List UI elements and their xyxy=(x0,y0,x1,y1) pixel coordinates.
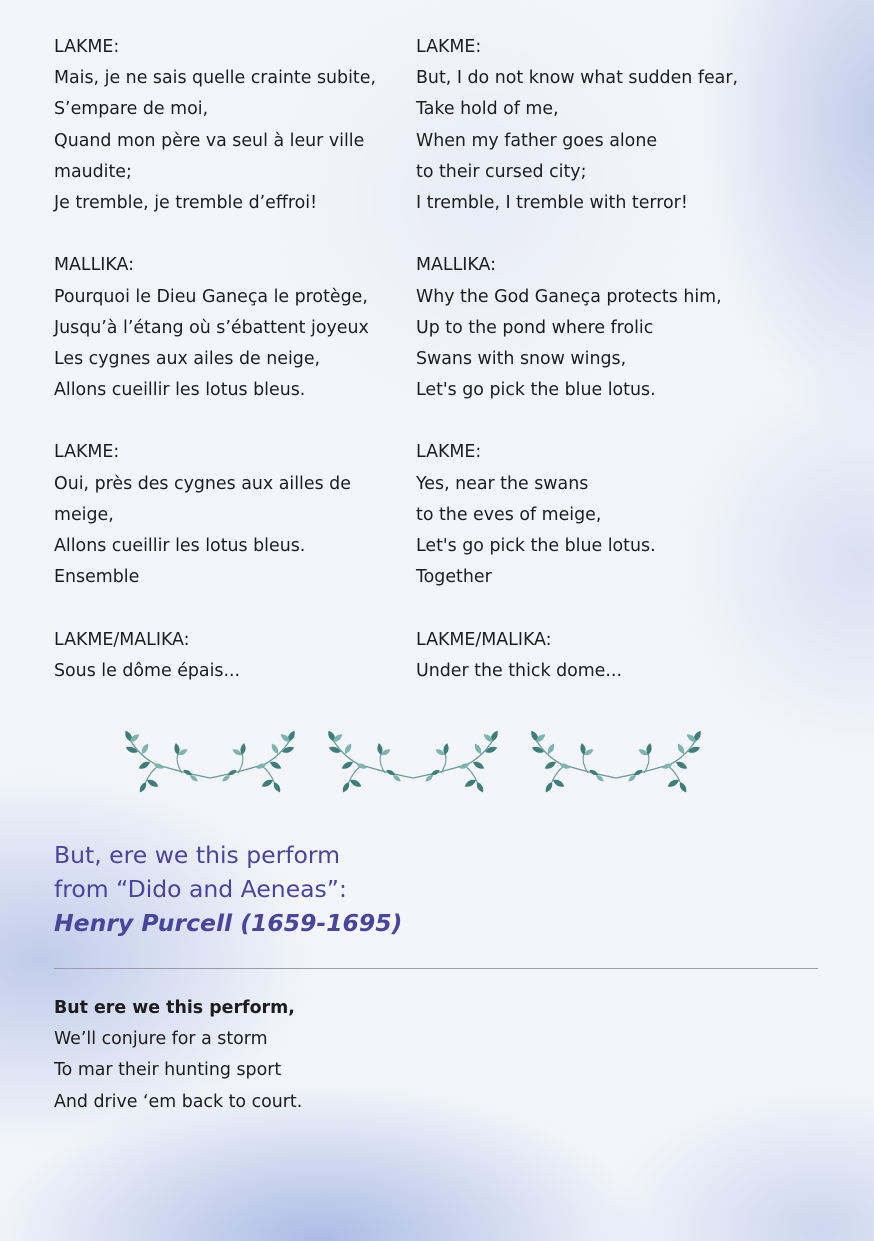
purcell-verse xyxy=(54,993,554,1118)
lyric-line: to their cursed city; xyxy=(416,161,587,182)
lyric-line: S’empare de moi, xyxy=(54,99,209,120)
lyric-line: Take hold of me, xyxy=(416,99,559,120)
lyric-line: Allons cueillir les lotus bleus. xyxy=(54,536,306,556)
lyric-line: Let's go pick the blue lotus. xyxy=(416,536,656,556)
composer-name: Henry Purcell (1659-1695) xyxy=(54,909,403,937)
speaker-label: LAKME: xyxy=(416,37,482,57)
stanza-gap xyxy=(54,593,404,624)
lyric-line: Up to the pond where frolic xyxy=(416,317,654,338)
verse-line: And drive ‘em back to court. xyxy=(54,1091,303,1112)
verse-line: But ere we this perform, xyxy=(54,998,295,1018)
lyric-line: But, I do not know what sudden fear, xyxy=(416,68,738,89)
verse-line: We’ll conjure for a storm xyxy=(54,1029,268,1050)
speaker-label: LAKME: xyxy=(54,442,120,463)
lyric-line: to the eves of meige, xyxy=(416,504,602,525)
speaker-label: MALLIKA: xyxy=(54,255,134,276)
stanza-gap xyxy=(416,593,766,624)
stanza-gap xyxy=(416,406,766,437)
lyric-line: Swans with snow wings, xyxy=(416,348,627,369)
lyric-line: When my father goes alone xyxy=(416,130,658,151)
lyric-line: Sous le dôme épais... xyxy=(54,660,241,681)
lyric-line: Let's go pick the blue lotus. xyxy=(416,380,656,401)
heading-line-2: from “Dido and Aeneas”: xyxy=(54,875,347,903)
lyric-line: Under the thick dome... xyxy=(416,660,622,681)
lyric-line: maudite; xyxy=(54,161,132,182)
lyric-line: I tremble, I tremble with terror! xyxy=(416,192,688,213)
speaker-label: LAKME/MALIKA: xyxy=(416,629,552,650)
verse-line: To mar their hunting sport xyxy=(54,1060,282,1081)
heading-line-1: But, ere we this perform xyxy=(54,841,341,869)
lyric-line: Oui, près des cygnes aux ailles de xyxy=(54,473,351,494)
lyric-line: Together xyxy=(416,567,492,588)
english-lyrics-column xyxy=(416,32,766,687)
leaf-garland-icon xyxy=(526,728,706,794)
section-heading xyxy=(54,838,654,940)
leaf-garland-icon xyxy=(323,728,503,794)
lyric-line: Jusqu’à l’étang où s’ébattent joyeux xyxy=(54,317,369,338)
divider-rule xyxy=(54,968,818,969)
stanza-gap xyxy=(54,219,404,250)
lyric-line: Why the God Ganeça protects him, xyxy=(416,286,722,307)
speaker-label: LAKME/MALIKA: xyxy=(54,629,190,650)
speaker-label: LAKME: xyxy=(54,37,120,57)
stanza-gap xyxy=(54,406,404,437)
lyric-line: Allons cueillir les lotus bleus. xyxy=(54,380,306,401)
lyric-line: meige, xyxy=(54,504,114,525)
lyric-line: Pourquoi le Dieu Ganeça le protège, xyxy=(54,286,368,307)
lyric-line: Ensemble xyxy=(54,567,140,588)
stanza-gap xyxy=(416,219,766,250)
leaf-garland-divider xyxy=(120,728,720,798)
lyric-line: Je tremble, je tremble d’effroi! xyxy=(54,192,318,213)
french-lyrics-column xyxy=(54,32,404,687)
lyric-line: Quand mon père va seul à leur ville xyxy=(54,130,365,151)
speaker-label: LAKME: xyxy=(416,442,482,463)
lyric-line: Mais, je ne sais quelle crainte subite, xyxy=(54,68,376,89)
lyric-line: Les cygnes aux ailes de neige, xyxy=(54,348,321,369)
lyric-line: Yes, near the swans xyxy=(416,473,589,494)
leaf-garland-icon xyxy=(120,728,300,794)
speaker-label: MALLIKA: xyxy=(416,255,496,276)
